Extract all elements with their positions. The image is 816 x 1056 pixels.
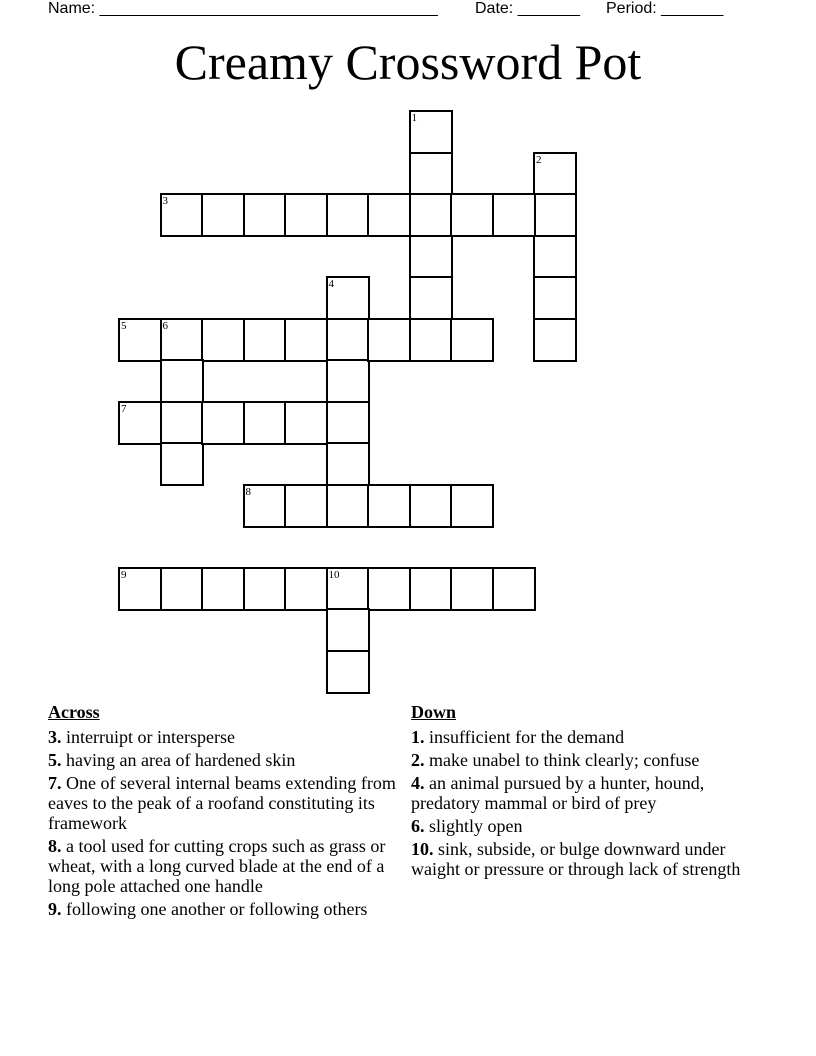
down-heading: Down (411, 702, 457, 722)
grid-cell[interactable] (409, 110, 453, 154)
clue-item (411, 773, 771, 813)
grid-cell[interactable] (284, 318, 328, 362)
grid-cell[interactable] (450, 318, 494, 362)
grid-cell[interactable] (450, 567, 494, 611)
clue-item-text: One of several internal beams extending from eaves to the peak of a roofand constituting its framework (48, 773, 396, 833)
clue-item-number: 6. (411, 816, 425, 836)
grid-cell[interactable] (243, 567, 287, 611)
clue-item-number: 4. (411, 773, 425, 793)
grid-cell[interactable] (326, 276, 370, 320)
grid-cell[interactable] (326, 567, 370, 611)
clue-number: 2 (536, 153, 542, 166)
clue-item (411, 750, 771, 770)
clue-item (48, 727, 408, 747)
clue-number: 1 (411, 112, 417, 124)
grid-cell[interactable] (160, 442, 204, 486)
clue-item-number: 5. (48, 750, 62, 770)
grid-cell[interactable] (533, 193, 577, 237)
clue-item-number: 2. (411, 750, 425, 770)
grid-cell[interactable] (326, 318, 370, 362)
across-clues (48, 702, 408, 922)
grid-cell[interactable] (450, 193, 494, 237)
grid-cell[interactable] (533, 235, 577, 279)
grid-cell[interactable] (533, 318, 577, 362)
grid-cell[interactable] (409, 318, 453, 362)
clue-item (411, 816, 771, 836)
grid-cell[interactable] (326, 650, 370, 694)
grid-cell[interactable] (409, 484, 453, 528)
clue-item-text: make unabel to think clearly; confuse (424, 750, 700, 770)
clue-item (411, 727, 771, 747)
clue-number: 6 (162, 319, 168, 332)
grid-cell[interactable] (492, 567, 536, 611)
grid-cell[interactable] (201, 401, 245, 445)
grid-cell[interactable] (533, 276, 577, 320)
student-info-header (48, 0, 748, 20)
grid-cell[interactable] (367, 567, 411, 611)
grid-cell[interactable] (367, 318, 411, 362)
clue-item-text: slightly open (424, 816, 523, 836)
grid-cell[interactable] (243, 484, 287, 528)
grid-cell[interactable] (201, 318, 245, 362)
grid-cell[interactable] (326, 401, 370, 445)
clue-item-number: 8. (48, 836, 62, 856)
grid-cell[interactable] (409, 567, 453, 611)
clue-item (48, 750, 408, 770)
grid-cell[interactable] (326, 193, 370, 237)
grid-cell[interactable] (326, 442, 370, 486)
clue-number: 7 (121, 402, 127, 415)
grid-cell[interactable] (160, 318, 204, 362)
grid-cell[interactable] (492, 193, 536, 237)
clue-item (48, 836, 408, 896)
grid-cell[interactable] (243, 193, 287, 237)
clue-item-text: a tool used for cutting crops such as grass or wheat, with a long curved blade at the end of a long pole attached one handle (48, 836, 386, 896)
date-field[interactable]: Date: _______ (475, 0, 580, 17)
grid-cell[interactable] (326, 359, 370, 403)
clue-item-text: insufficient for the demand (424, 727, 625, 747)
grid-cell[interactable] (367, 193, 411, 237)
grid-cell[interactable] (118, 318, 162, 362)
grid-cell[interactable] (284, 401, 328, 445)
grid-cell[interactable] (118, 567, 162, 611)
grid-cell[interactable] (326, 484, 370, 528)
grid-cell[interactable] (409, 193, 453, 237)
grid-cell[interactable] (326, 608, 370, 652)
page-title: Creamy Crossword Pot (174, 34, 642, 90)
grid-cell[interactable] (409, 152, 453, 196)
clue-item-text: interruipt or intersperse (61, 727, 235, 747)
clue-item (411, 839, 771, 879)
down-clues (411, 702, 771, 882)
clue-item (48, 899, 408, 919)
clue-item-number: 3. (48, 727, 62, 747)
grid-cell[interactable] (160, 359, 204, 403)
grid-cell[interactable] (201, 567, 245, 611)
period-field[interactable]: Period: _______ (606, 0, 724, 17)
clue-item-text: following one another or following others (61, 899, 368, 919)
name-field[interactable]: Name: ______________________________________ (48, 0, 438, 17)
grid-cell[interactable] (243, 318, 287, 362)
clue-number: 8 (245, 485, 251, 498)
clue-number: 5 (121, 319, 127, 332)
grid-cell[interactable] (533, 152, 577, 196)
grid-cell[interactable] (160, 401, 204, 445)
grid-cell[interactable] (284, 567, 328, 611)
clue-item-number: 7. (48, 773, 62, 793)
clue-number: 9 (121, 568, 127, 581)
clue-number: 4 (328, 278, 334, 290)
across-heading: Across (48, 702, 100, 722)
grid-cell[interactable] (201, 193, 245, 237)
clue-item-number: 1. (411, 727, 425, 747)
clue-number: 10 (328, 568, 340, 581)
grid-cell[interactable] (118, 401, 162, 445)
clue-item-text: sink, subside, or bulge downward under waight or pressure or through lack of strength (411, 839, 741, 879)
grid-cell[interactable] (450, 484, 494, 528)
clue-item-number: 9. (48, 899, 62, 919)
clue-item-text: an animal pursued by a hunter, hound, predatory mammal or bird of prey (411, 773, 705, 813)
clue-item-number: 10. (411, 839, 434, 859)
grid-cell[interactable] (160, 567, 204, 611)
clue-item (48, 773, 408, 833)
grid-cell[interactable] (160, 193, 204, 237)
grid-cell[interactable] (409, 235, 453, 279)
clue-number: 3 (162, 195, 168, 207)
grid-cell[interactable] (243, 401, 287, 445)
grid-cell[interactable] (409, 276, 453, 320)
clue-item-text: having an area of hardened skin (61, 750, 296, 770)
grid-cell[interactable] (367, 484, 411, 528)
grid-cell[interactable] (284, 193, 328, 237)
grid-cell[interactable] (284, 484, 328, 528)
